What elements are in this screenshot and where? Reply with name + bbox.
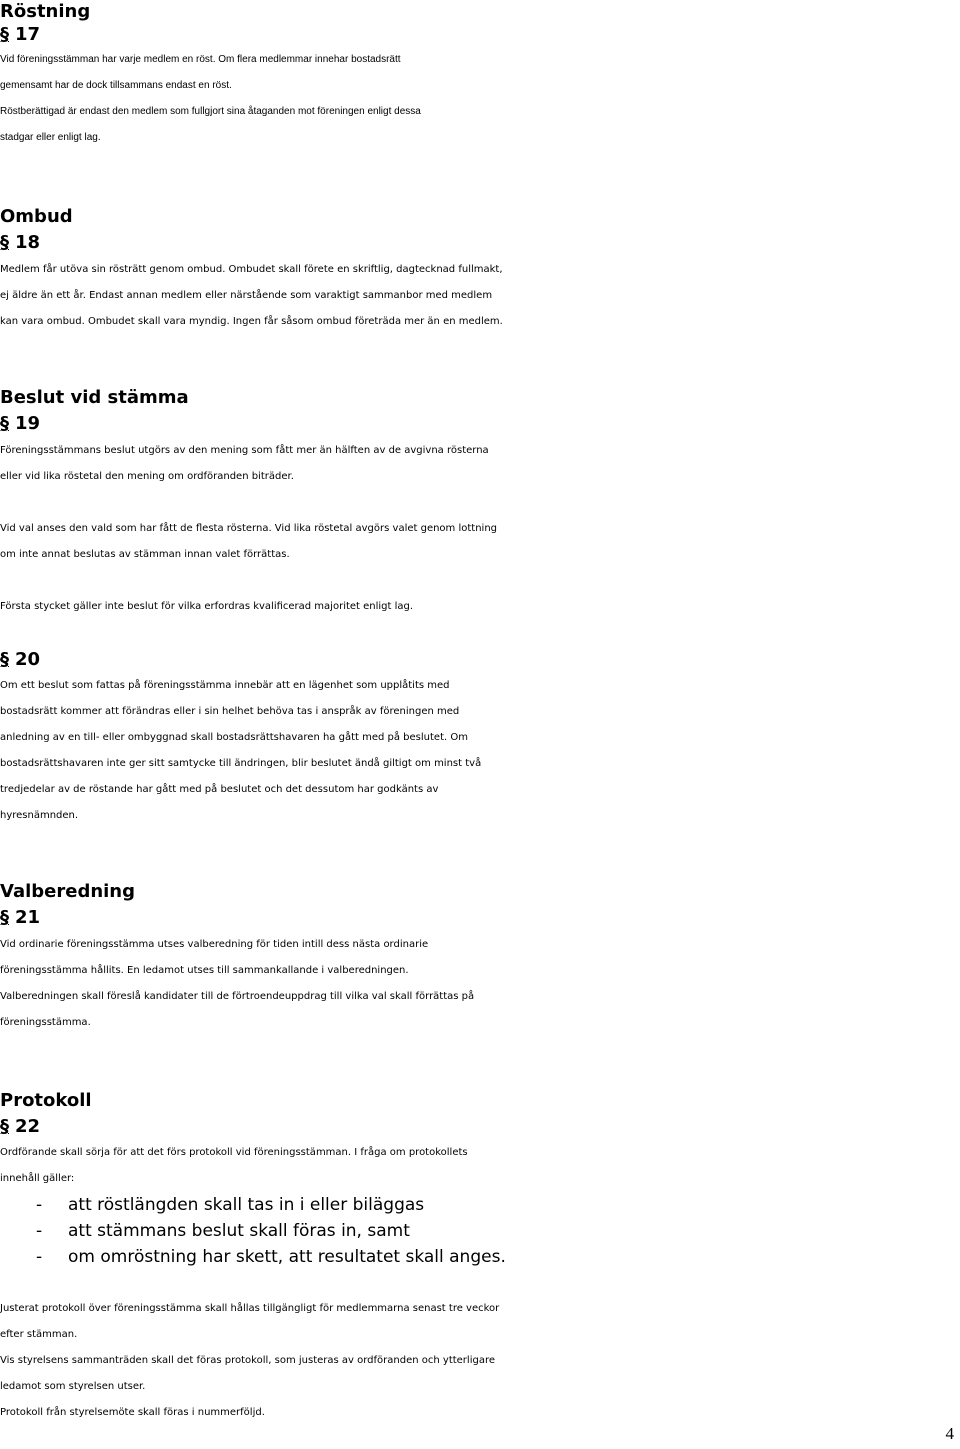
text-line: Föreningsstämmans beslut utgörs av den mening som fått mer än hälften av de avgivna rösterna [0, 445, 489, 456]
text-line: tredjedelar av de röstande har gått med på beslutet och det dessutom har godkänts av [0, 784, 439, 795]
section-heading-valberedning: Valberedning [0, 881, 136, 902]
paragraph-19-block-1 [0, 438, 958, 490]
paragraph-19-block-2 [0, 516, 958, 568]
text-line: Ordförande skall sörja för att det förs protokoll vid föreningsstämman. I fråga om protokollets [0, 1147, 468, 1158]
list-item-text: att stämmans beslut skall föras in, samt [68, 1221, 410, 1241]
paragraph-22-intro [0, 1140, 958, 1192]
list-item [0, 1192, 900, 1218]
text-line: innehåll gäller: [0, 1173, 75, 1184]
paragraph-number-19 [0, 412, 40, 436]
text-line: gemensamt har de dock tillsammans endast en röst. [0, 80, 232, 91]
section-symbol: § [0, 907, 9, 928]
section-symbol: § [0, 232, 9, 253]
text-line: Röstberättigad är endast den medlem som fullgjort sina åtaganden mot föreningen enligt dessa [0, 106, 421, 117]
text-line: Vid ordinarie föreningsstämma utses valberedning för tiden intill dess nästa ordinarie [0, 939, 429, 950]
protocol-content-list [0, 1192, 900, 1270]
text-line: anledning av en till- eller ombyggnad skall bostadsrättshavaren ha gått med på beslutet. Om [0, 732, 468, 743]
section-symbol: § [0, 649, 9, 670]
paragraph-number-18 [0, 231, 40, 255]
paragraph-17-text [0, 47, 958, 151]
list-item [0, 1218, 900, 1244]
paragraph-number-21 [0, 906, 40, 930]
text-line: Justerat protokoll över föreningsstämma skall hållas tillgängligt för medlemmarna senast tre veckor [0, 1303, 500, 1314]
list-item [0, 1244, 900, 1270]
paragraph-number-20 [0, 648, 40, 672]
text-line: ej äldre än ett år. Endast annan medlem eller närstående som varaktigt sammanbor med medlem [0, 290, 493, 301]
text-line: hyresnämnden. [0, 810, 79, 821]
section-heading-protokoll: Protokoll [0, 1090, 92, 1111]
paragraph-21-text [0, 932, 958, 1036]
paragraph-18-text [0, 257, 958, 335]
section-symbol: § [0, 1116, 9, 1137]
text-line: Vis styrelsens sammanträden skall det föras protokoll, som justeras av ordföranden och ytterligare [0, 1355, 495, 1366]
list-item-text: att röstlängden skall tas in i eller biläggas [68, 1195, 425, 1215]
text-line: Valberedningen skall föreslå kandidater till de förtroendeuppdrag till vilka val skall förrättas på [0, 991, 475, 1002]
paragraph-number-22 [0, 1115, 40, 1139]
section-symbol: § [0, 24, 9, 45]
text-line: ledamot som styrelsen utser. [0, 1381, 146, 1392]
paragraph-number-value: 20 [15, 649, 41, 670]
text-line: föreningsstämma hållits. En ledamot utses till sammankallande i valberedningen. [0, 965, 409, 976]
text-line: bostadsrätt kommer att förändras eller i sin helhet behöva tas i anspråk av föreningen med [0, 706, 460, 717]
section-heading-rostning: Röstning [0, 1, 91, 22]
page-number: 4 [945, 1424, 954, 1443]
list-item-text: om omröstning har skett, att resultatet skall anges. [68, 1247, 506, 1267]
text-line: Första stycket gäller inte beslut för vilka erfordras kvalificerad majoritet enligt lag. [0, 601, 414, 612]
section-heading-beslut: Beslut vid stämma [0, 387, 189, 408]
list-marker: - [36, 1247, 43, 1267]
paragraph-number-value: 22 [15, 1116, 41, 1137]
paragraph-19-block-3 [0, 594, 958, 620]
text-line: efter stämman. [0, 1329, 78, 1340]
text-line: föreningsstämma. [0, 1017, 91, 1028]
list-marker: - [36, 1195, 43, 1215]
paragraph-number-value: 19 [15, 413, 41, 434]
paragraph-number-value: 18 [15, 232, 41, 253]
text-line: kan vara ombud. Ombudet skall vara myndig. Ingen får såsom ombud företräda mer än en medlem. [0, 316, 503, 327]
text-line: stadgar eller enligt lag. [0, 132, 101, 143]
paragraph-22-closing [0, 1296, 958, 1426]
paragraph-number-value: 21 [15, 907, 41, 928]
list-marker: - [36, 1221, 43, 1241]
text-line: Vid föreningsstämman har varje medlem en röst. Om flera medlemmar innehar bostadsrätt [0, 54, 401, 65]
text-line: Vid val anses den vald som har fått de flesta rösterna. Vid lika röstetal avgörs valet genom lottning [0, 523, 498, 534]
text-line: eller vid lika röstetal den mening om ordföranden biträder. [0, 471, 294, 482]
section-symbol: § [0, 413, 9, 434]
text-line: Protokoll från styrelsemöte skall föras i nummerföljd. [0, 1407, 265, 1418]
text-line: Om ett beslut som fattas på föreningsstämma innebär att en lägenhet som upplåtits med [0, 680, 450, 691]
paragraph-number-17 [0, 23, 40, 47]
paragraph-number-value: 17 [15, 24, 41, 45]
text-line: bostadsrättshavaren inte ger sitt samtycke till ändringen, blir beslutet ändå giltigt om minst två [0, 758, 482, 769]
paragraph-20-text [0, 673, 958, 829]
text-line: om inte annat beslutas av stämman innan valet förrättas. [0, 549, 290, 560]
text-line: Medlem får utöva sin rösträtt genom ombud. Ombudet skall förete en skriftlig, dagtecknad fullmakt, [0, 264, 503, 275]
section-heading-ombud: Ombud [0, 206, 73, 227]
